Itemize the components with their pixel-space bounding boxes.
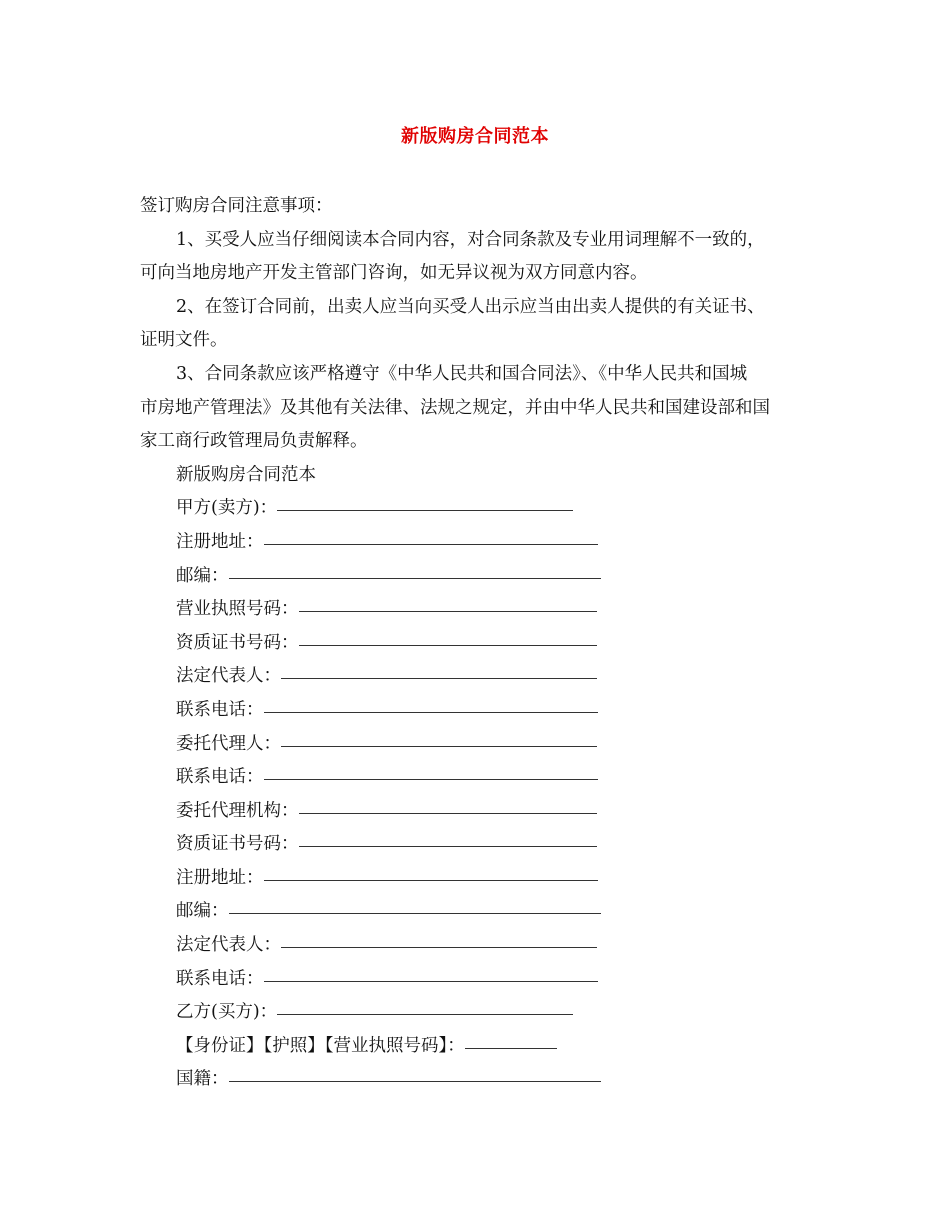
- field-label: 邮编：: [176, 901, 229, 922]
- field-label: 营业执照号码：: [176, 599, 299, 620]
- field-phone: [140, 694, 812, 728]
- field-id-document: [140, 1030, 812, 1064]
- note-line: 市房地产管理法》及其他有关法律、法规之规定，并由中华人民共和国建设部和国: [140, 397, 770, 418]
- field-phone: [140, 761, 812, 795]
- field-qualification-cert: [140, 627, 812, 661]
- note-line: 2、在签订合同前，出卖人应当向买受人出示应当由出卖人提供的有关证书、: [176, 296, 765, 317]
- field-blank: [264, 862, 598, 881]
- note-line: 1、买受人应当仔细阅读本合同内容，对合同条款及专业用词理解不一致的，: [176, 229, 765, 250]
- field-blank: [277, 996, 573, 1015]
- field-label: 资质证书号码：: [176, 834, 299, 855]
- note-line: 证明文件。: [140, 330, 228, 351]
- field-label: 委托代理机构：: [176, 800, 299, 821]
- field-label: 注册地址：: [176, 531, 264, 552]
- field-label: 乙方(买方)：: [176, 1002, 278, 1023]
- field-legal-representative: [140, 660, 812, 694]
- field-blank: [299, 627, 597, 646]
- field-blank: [229, 560, 601, 579]
- field-registered-address: [140, 526, 812, 560]
- field-label: 国籍：: [176, 1069, 229, 1090]
- field-label: 资质证书号码：: [176, 632, 299, 653]
- field-blank: [299, 593, 597, 612]
- intro-heading: 签订购房合同注意事项：: [140, 196, 333, 216]
- document-title: 新版购房合同范本: [401, 126, 549, 147]
- field-label: 法定代表人：: [176, 935, 281, 956]
- field-label: 联系电话：: [176, 968, 264, 989]
- field-postcode: [140, 560, 812, 594]
- field-label: 注册地址：: [176, 867, 264, 888]
- field-label: 联系电话：: [176, 699, 264, 720]
- field-legal-representative: [140, 929, 812, 963]
- field-seller: [140, 492, 812, 526]
- contract-subtitle: 新版购房合同范本: [176, 464, 316, 485]
- field-label: 联系电话：: [176, 767, 264, 788]
- field-blank: [264, 761, 598, 780]
- note-line: 家工商行政管理局负责解释。: [140, 431, 368, 452]
- field-blank: [465, 1030, 557, 1049]
- field-label: 法定代表人：: [176, 666, 281, 687]
- field-blank: [264, 694, 598, 713]
- field-agent: [140, 728, 812, 762]
- field-blank: [281, 929, 597, 948]
- field-blank: [229, 895, 601, 914]
- field-label: 委托代理人：: [176, 733, 281, 754]
- field-nationality: [140, 1063, 812, 1097]
- note-3: [140, 358, 812, 459]
- field-blank: [281, 728, 597, 747]
- field-blank: [299, 795, 597, 814]
- field-blank: [281, 660, 597, 679]
- field-phone: [140, 963, 812, 997]
- field-blank: [229, 1063, 601, 1082]
- field-business-license: [140, 593, 812, 627]
- note-2: [140, 291, 812, 358]
- field-label: 【身份证】【护照】【营业执照号码】：: [176, 1035, 465, 1056]
- field-label: 甲方(卖方)：: [176, 498, 278, 519]
- field-buyer: [140, 996, 812, 1030]
- document-body: [140, 190, 812, 1097]
- field-blank: [277, 492, 573, 511]
- field-agency: [140, 795, 812, 829]
- field-blank: [264, 526, 598, 545]
- field-postcode: [140, 895, 812, 929]
- field-label: 邮编：: [176, 565, 229, 586]
- note-line: 3、合同条款应该严格遵守《中华人民共和国合同法》、《中华人民共和国城: [176, 363, 748, 384]
- field-qualification-cert: [140, 828, 812, 862]
- field-registered-address: [140, 862, 812, 896]
- note-line: 可向当地房地产开发主管部门咨询，如无异议视为双方同意内容。: [140, 263, 648, 284]
- field-blank: [299, 828, 597, 847]
- field-blank: [264, 963, 598, 982]
- note-1: [140, 224, 812, 291]
